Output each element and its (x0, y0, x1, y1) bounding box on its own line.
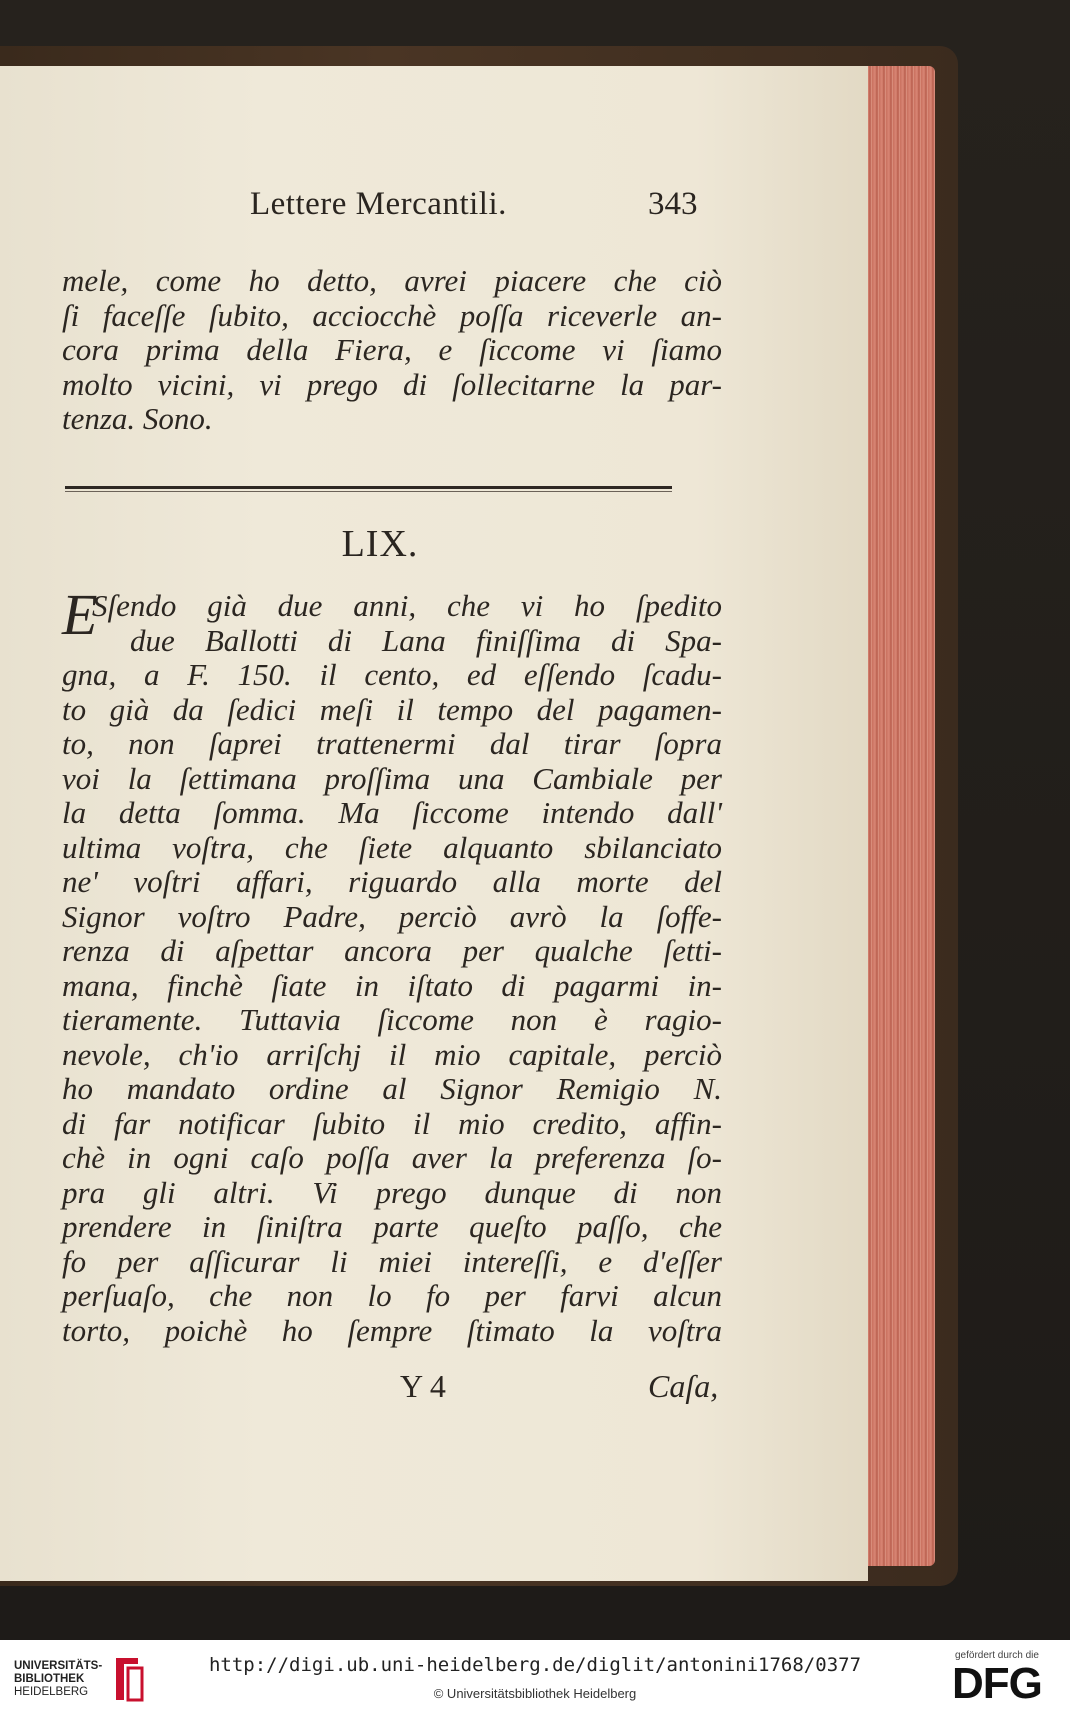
text-line: torto, poichè ho ſempre ſtimato la voſtra (62, 1312, 722, 1348)
text-line: pra gli altri. Vi prego dunque di non (62, 1174, 722, 1210)
text-line: cora prima della Fiera, e ſiccome vi ſiamo (62, 332, 722, 367)
section-rule (65, 486, 672, 489)
text-line: due Ballotti di Lana finiſſima di Spa- (130, 622, 722, 658)
text-line: ne' voſtri affari, riguardo alla morte del (62, 864, 722, 899)
text-line: la detta ſomma. Ma ſiccome intendo dall' (62, 795, 722, 830)
paragraph-top (62, 264, 722, 437)
text-line: voi la ſettimana proſſima una Cambiale per (62, 760, 722, 796)
page-url[interactable]: http://digi.ub.uni-heidelberg.de/diglit/antonini1768/0377 (208, 1654, 862, 1676)
text-line: mele, come ho detto, avrei piacere che ciò (62, 263, 722, 298)
text-line: prendere in ſiniſtra parte queſto paſſo, che (62, 1209, 722, 1244)
page-number: 343 (648, 186, 698, 222)
text-line: Signor voſtro Padre, perciò avrò la ſoffe- (62, 898, 722, 934)
text-line: renza di aſpettar ancora per qualche ſetti- (62, 933, 722, 968)
running-head (0, 186, 868, 226)
copyright-notice: © Universitätsbibliothek Heidelberg (433, 1686, 637, 1701)
text-line: nevole, ch'io arriſchj il mio capitale, perciò (62, 1036, 722, 1072)
section-rule-thin (65, 491, 672, 492)
running-head-title: Lettere Mercantili. (250, 186, 507, 222)
paragraph-main (62, 589, 722, 1348)
text-line: ſi faceſſe ſubito, acciocchè poſſa riceverle an- (62, 297, 722, 333)
library-line: UNIVERSITÄTS- (14, 1660, 103, 1672)
text-line: Sſendo già due anni, che vi ho ſpedito (92, 588, 722, 623)
text-line: ultima voſtra, che ſiete alquanto sbilanciato (62, 829, 722, 865)
signature-mark: Y 4 (400, 1368, 446, 1404)
viewer-footer (0, 1640, 1070, 1718)
catchword: Caſa, (648, 1368, 719, 1404)
text-line: tenza. Sono. (62, 401, 213, 436)
text-line: tieramente. Tuttavia ſiccome non è ragio- (62, 1002, 722, 1037)
text-line: fo per aſſicurar li miei intereſſi, e d'eſſer (62, 1243, 722, 1279)
library-line: BIBLIOTHEK (14, 1673, 85, 1685)
text-line: perſuaſo, che non lo fo per farvi alcun (62, 1278, 722, 1313)
section-number: LIX. (341, 523, 419, 565)
text-line: di far notificar ſubito il mio credito, affin- (62, 1105, 722, 1141)
text-line: molto vicini, vi prego di ſollecitarne la par- (62, 366, 722, 402)
text-line: to già da ſedici meſi il tempo del pagamen- (62, 691, 722, 727)
text-line: mana, finchè ſiate in iſtato di pagarmi in- (62, 967, 722, 1003)
library-line: HEIDELBERG (14, 1686, 89, 1698)
page-edges (865, 66, 935, 1566)
text-line: to, non ſaprei trattenermi dal tirar ſopra (62, 726, 722, 761)
text-line: chè in ogni caſo poſſa aver la preferenza ſo- (62, 1140, 722, 1175)
text-line: gna, a F. 150. il cento, ed eſſendo ſcadu- (62, 657, 722, 692)
text-line: ho mandato ordine al Signor Remigio N. (62, 1071, 722, 1106)
drop-cap: E (62, 582, 98, 647)
dfg-logo[interactable]: DFG (952, 1659, 1042, 1708)
funding-note: gefördert durch die (955, 1650, 1039, 1661)
